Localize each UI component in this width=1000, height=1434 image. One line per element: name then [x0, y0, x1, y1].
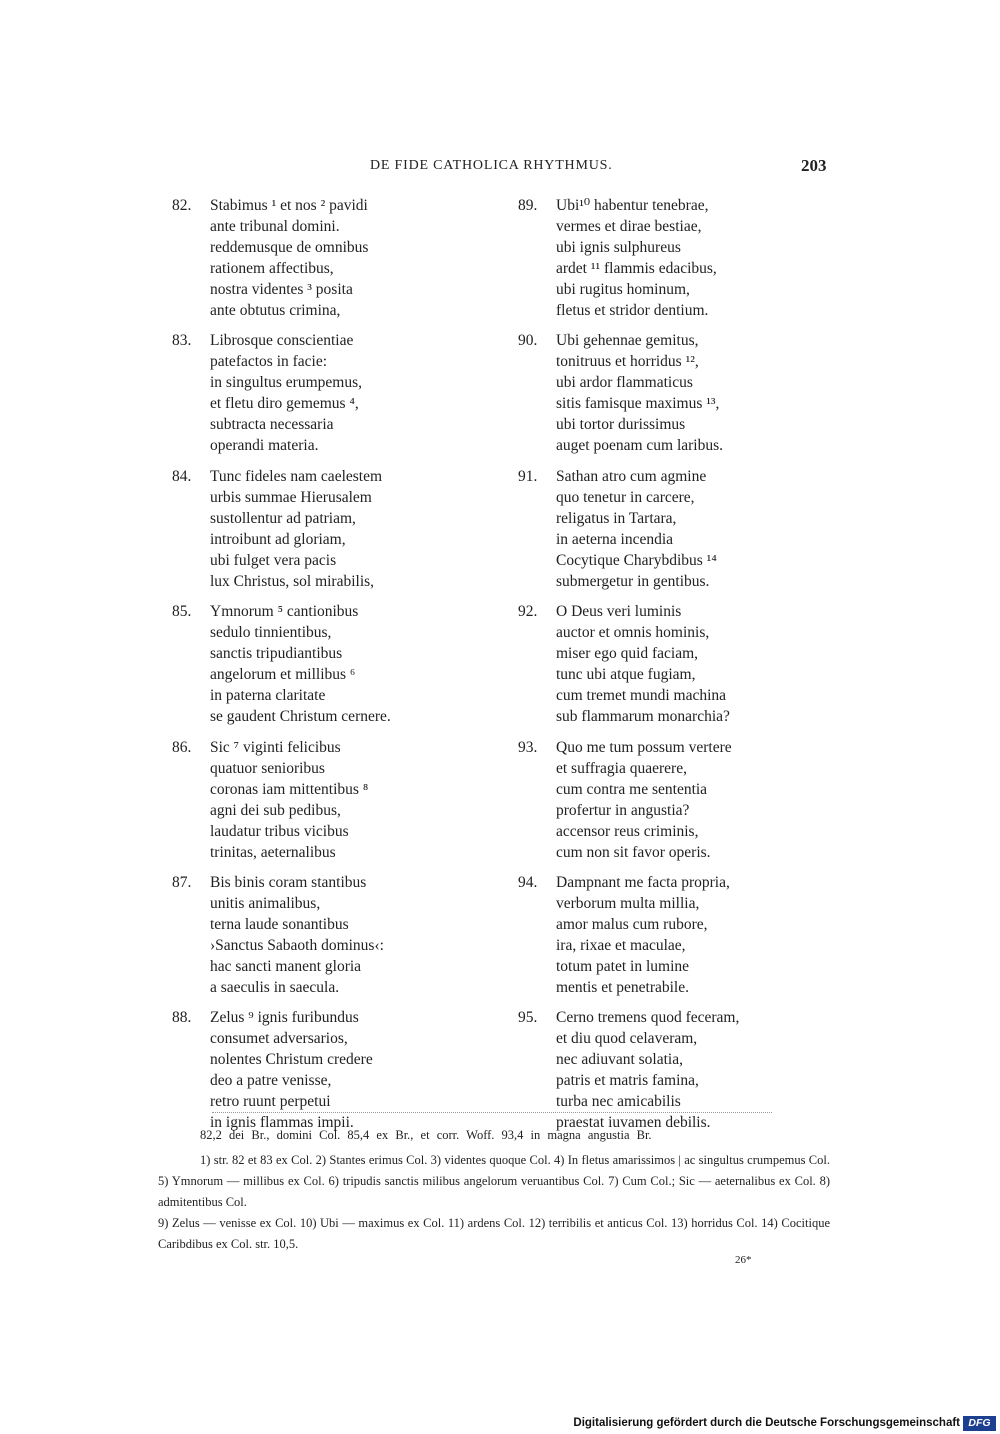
- verse-line: cum contra me sententia: [556, 780, 708, 798]
- verse-line: fletus et stridor dentium.: [556, 302, 709, 319]
- verse-line: Sic ⁷ viginti felicibus: [210, 738, 341, 756]
- stanza-number: 85.: [172, 603, 192, 621]
- verse-line: lux Christus, sol mirabilis,: [210, 572, 375, 590]
- verse-line: Sathan atro cum agmine: [556, 467, 707, 485]
- verse-line: nostra videntes ³ posita: [210, 281, 353, 298]
- verse-line: Bis binis coram stantibus: [210, 873, 367, 891]
- verse-line: in ignis flammas impii.: [210, 1114, 354, 1132]
- verse-line: ante obtutus crimina,: [210, 302, 341, 319]
- signature-mark: 26*: [735, 1254, 752, 1266]
- verse-line: et suffragia quaerere,: [556, 759, 687, 777]
- verse-line: nec adiuvant solatia,: [556, 1051, 683, 1069]
- verse-line: ubi tortor durissimus: [556, 416, 686, 434]
- verse-line: trinitas, aeternalibus: [210, 843, 336, 861]
- verse-line: operandi materia.: [210, 437, 319, 455]
- verse-line: auctor et omnis hominis,: [556, 624, 710, 642]
- verse-line: sub flammarum monarchia?: [556, 708, 730, 726]
- verse-line: sanctis tripudiantibus: [210, 645, 343, 663]
- stanza: [518, 601, 818, 727]
- verse-line: Quo me tum possum vertere: [556, 738, 732, 756]
- verse-line: tonitruus et horridus ¹²,: [556, 353, 699, 371]
- stanza: [172, 466, 472, 592]
- verse-line: rationem affectibus,: [210, 260, 334, 277]
- verse-line: mentis et penetrabile.: [556, 978, 689, 996]
- stanza-number: 95.: [518, 1009, 538, 1027]
- left-column: [172, 195, 472, 1143]
- verse-line: ante tribunal domini.: [210, 218, 340, 235]
- verse-line: ubi fulget vera pacis: [210, 551, 337, 569]
- verse-line: totum patet in lumine: [556, 957, 690, 975]
- stanza: [518, 737, 818, 863]
- stanza: [172, 1007, 472, 1133]
- verse-line: in paterna claritate: [210, 687, 326, 705]
- footnote-divider: [212, 1112, 772, 1113]
- page-header: [0, 158, 1000, 182]
- verse-line: Ubi¹⁰ habentur tenebrae,: [556, 197, 709, 214]
- verse-line: et fletu diro gememus ⁴,: [210, 395, 359, 413]
- verse-line: quatuor senioribus: [210, 759, 325, 777]
- running-title: DE FIDE CATHOLICA RHYTHMUS.: [370, 158, 613, 173]
- stanza: [172, 872, 472, 998]
- verse-line: laudatur tribus vicibus: [210, 822, 349, 840]
- dfg-logo-icon: DFG: [963, 1416, 996, 1431]
- verse-line: ira, rixae et maculae,: [556, 936, 686, 954]
- verse-line: patefactos in facie:: [210, 353, 328, 371]
- verse-line: sitis famisque maximus ¹³,: [556, 395, 720, 413]
- verse-line: religatus in Tartara,: [556, 509, 677, 527]
- verse-line: ubi ardor flammaticus: [556, 374, 693, 392]
- verse-line: profertur in angustia?: [556, 801, 690, 819]
- verse-line: Zelus ⁹ ignis furibundus: [210, 1009, 359, 1027]
- stanza: [172, 195, 472, 321]
- verse-line: verborum multa millia,: [556, 894, 700, 912]
- verse-line: a saeculis in saecula.: [210, 978, 340, 996]
- verse-line: Cocytique Charybdibus ¹⁴: [556, 551, 717, 569]
- verse-line: Tunc fideles nam caelestem: [210, 467, 383, 485]
- verse-line: Ubi gehennae gemitus,: [556, 332, 699, 350]
- digitization-banner: [0, 1415, 1000, 1433]
- verse-line: angelorum et millibus ⁶: [210, 666, 356, 684]
- verse-line: nolentes Christum credere: [210, 1051, 373, 1069]
- verse-line: ›Sanctus Sabaoth dominus‹:: [210, 936, 384, 954]
- stanza-number: 94.: [518, 873, 538, 891]
- stanza: [172, 737, 472, 863]
- verse-line: amor malus cum rubore,: [556, 915, 708, 933]
- stanza: [518, 195, 818, 321]
- verse-line: accensor reus criminis,: [556, 822, 699, 840]
- verse-line: sedulo tinnientibus,: [210, 624, 332, 642]
- stanza: [172, 601, 472, 727]
- verse-line: ubi rugitus hominum,: [556, 281, 690, 298]
- critical-apparatus: 82,2 dei Br., domini Col. 85,4 ex Br., et corr. Woff. 93,4 in magna angustia Br.: [200, 1128, 652, 1142]
- stanza-number: 88.: [172, 1009, 192, 1027]
- verse-line: cum tremet mundi machina: [556, 687, 727, 705]
- verse-line: urbis summae Hierusalem: [210, 488, 372, 506]
- stanza-number: 82.: [172, 197, 192, 214]
- verse-line: submergetur in gentibus.: [556, 572, 710, 590]
- verse-line: reddemusque de omnibus: [210, 239, 369, 256]
- verse-line: cum non sit favor operis.: [556, 843, 711, 861]
- verse-line: deo a patre venisse,: [210, 1072, 332, 1090]
- footnote-block: 9) Zelus — venisse ex Col. 10) Ubi — maximus ex Col. 11) ardens Col. 12) terribilis et anticus Col. 13) horridus Col. 14) Cocitique Caribdibus ex Col. str. 10,5.: [158, 1216, 830, 1251]
- footnote-block: 1) str. 82 et 83 ex Col. 2) Stantes erimus Col. 3) videntes quoque Col. 4) In fletus amarissimos | ac singultus crumpemus Col. 5) Ymnorum — millibus ex Col. 6) tripudis sanctis milibus angelorum veruantibus Col. 7) Cum Col.; Sic — aeternalibus ex Col. 8) admitentibus Col.: [158, 1153, 830, 1209]
- stanza-number: 93.: [518, 738, 538, 756]
- stanza-number: 86.: [172, 738, 192, 756]
- stanza-number: 89.: [518, 197, 538, 214]
- stanza-number: 90.: [518, 332, 538, 350]
- verse-line: Stabimus ¹ et nos ² pavidi: [210, 197, 368, 214]
- verse-line: coronas iam mittentibus ⁸: [210, 780, 369, 798]
- stanza-number: 83.: [172, 332, 192, 350]
- verse-line: miser ego quid faciam,: [556, 645, 699, 663]
- verse-line: auget poenam cum laribus.: [556, 437, 724, 455]
- verse-line: sustollentur ad patriam,: [210, 509, 356, 527]
- verse-line: vermes et dirae bestiae,: [556, 218, 702, 235]
- verse-line: terna laude sonantibus: [210, 915, 349, 933]
- verse-line: introibunt ad gloriam,: [210, 530, 346, 548]
- verse-line: Librosque conscientiae: [210, 332, 354, 350]
- verse-line: ardet ¹¹ flammis edacibus,: [556, 260, 717, 277]
- verse-line: retro ruunt perpetui: [210, 1093, 331, 1111]
- verse-line: Cerno tremens quod feceram,: [556, 1009, 740, 1027]
- stanza-number: 91.: [518, 467, 538, 485]
- verse-line: et diu quod celaveram,: [556, 1030, 698, 1048]
- stanza: [518, 1007, 818, 1133]
- verse-line: in singultus erumpemus,: [210, 374, 362, 392]
- verse-line: unitis animalibus,: [210, 894, 321, 912]
- right-column: [518, 195, 818, 1143]
- verse-line: se gaudent Christum cernere.: [210, 708, 391, 726]
- stanza-number: 92.: [518, 603, 538, 621]
- digitization-notice: Digitalisierung gefördert durch die Deutsche Forschungsgemeinschaft: [573, 1417, 960, 1429]
- verse-line: consumet adversarios,: [210, 1030, 348, 1048]
- verse-line: O Deus veri luminis: [556, 603, 682, 621]
- page-number: 203: [801, 156, 827, 175]
- verse-line: ubi ignis sulphureus: [556, 239, 681, 256]
- stanza: [518, 872, 818, 998]
- stanza-number: 84.: [172, 467, 192, 485]
- verse-line: tunc ubi atque fugiam,: [556, 666, 696, 684]
- verse-line: Ymnorum ⁵ cantionibus: [210, 603, 359, 621]
- stanza-number: 87.: [172, 873, 192, 891]
- stanza: [518, 466, 818, 592]
- verse-line: turba nec amicabilis: [556, 1093, 681, 1111]
- stanza: [172, 330, 472, 456]
- verse-line: hac sancti manent gloria: [210, 957, 362, 975]
- verse-line: agni dei sub pedibus,: [210, 801, 341, 819]
- verse-line: patris et matris famina,: [556, 1072, 699, 1090]
- verse-line: praestat iuvamen debilis.: [556, 1114, 711, 1132]
- verse-line: subtracta necessaria: [210, 416, 334, 434]
- verse-line: Dampnant me facta propria,: [556, 873, 730, 891]
- stanza: [518, 330, 818, 456]
- verse-line: in aeterna incendia: [556, 530, 674, 548]
- verse-line: quo tenetur in carcere,: [556, 488, 695, 506]
